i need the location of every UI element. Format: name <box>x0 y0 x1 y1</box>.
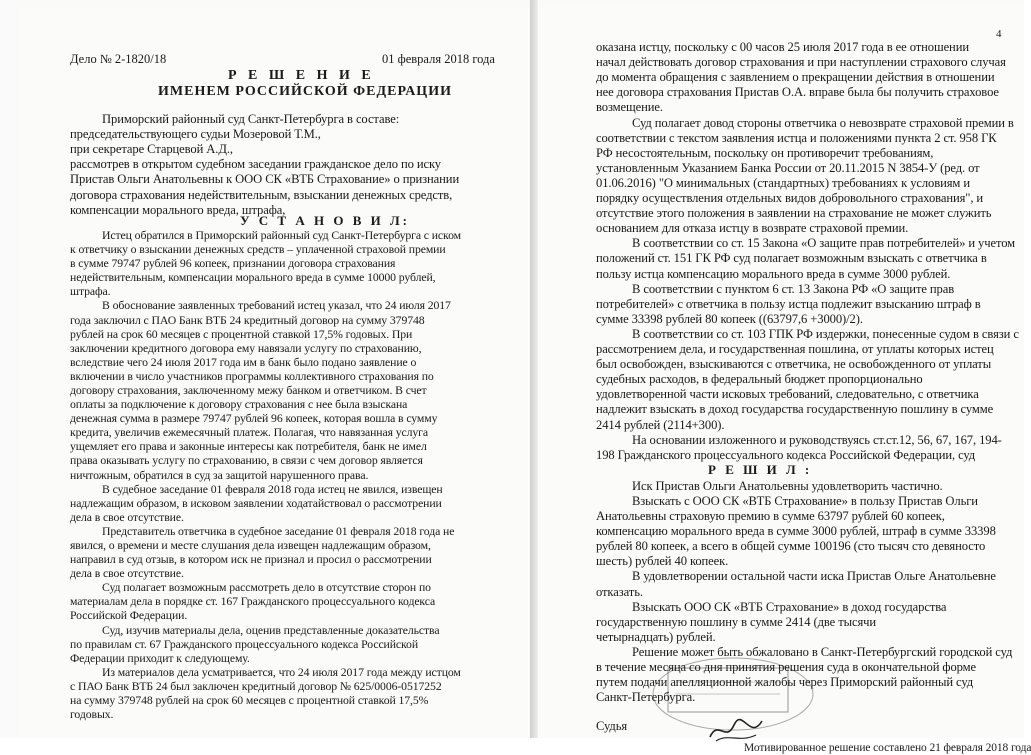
left-text-line: при секретаре Старцевой А.Д., <box>70 142 233 157</box>
right-text-line: В соответствии со ст. 103 ГПК РФ издержки, понесенные судом в связи с <box>632 326 1019 341</box>
left-text-line: ничтожным, обратился в суд за защитой нарушенного права. <box>70 468 369 482</box>
left-text-line: штрафа. <box>70 285 111 299</box>
page-gutter <box>530 0 538 738</box>
left-text-line: дела в свое отсутствие. <box>70 510 184 524</box>
right-text-line: оказана истцу, поскольку с 00 часов 25 июля 2017 года в ее отношении <box>596 40 969 54</box>
left-text-line: кредита, увеличив ежемесячный платеж. Полагая, что навязанная услуга <box>70 426 429 440</box>
left-text-line: направил в суд отзыв, в котором иск не признал и просил о рассмотрении <box>70 553 432 566</box>
document-title: Р Е Ш Е Н И Е <box>228 68 375 83</box>
left-text-line: Суд полагает возможным рассмотреть дело в отсутствие сторон по <box>102 581 431 595</box>
left-text-line: в сумме 79747 рублей 96 копеек, признании договора страхования <box>70 257 396 271</box>
right-text-line: Взыскать с ООО СК «ВТБ Страхование» в пользу Пристав Ольги <box>632 493 978 508</box>
right-text-line: порядку осуществления отдельных видов добровольного страхования", и <box>596 191 984 205</box>
left-text-line: Российской Федерации. <box>70 609 188 623</box>
left-text-line: компенсации морального вреда, штрафа, <box>70 202 286 217</box>
left-text-line: с ПАО Банк ВТБ 24 был заключен кредитный договор № 625/0006-0517252 <box>70 679 442 693</box>
judge-label: Судья <box>596 719 628 734</box>
left-text-line: недействительным, компенсации морального вреда в сумме 10000 рублей, <box>70 271 436 285</box>
right-text-line: в течение месяца со дня принятия решения суда в окончательной форме <box>596 660 977 674</box>
right-text-line: 2414 рублей (2114+300). <box>596 417 725 432</box>
document-subtitle: ИМЕНЕМ РОССИЙСКОЙ ФЕДЕРАЦИИ <box>158 84 452 99</box>
right-text-line: 01.06.2016) "О минимальных (стандартных) требованиях к условиям и <box>596 175 970 190</box>
left-text-line: договора страхования недействительным, взыскании денежных средств, <box>70 187 453 202</box>
left-text-line: Из материалов дела усматривается, что 24 июля 2017 года между истцом <box>102 665 461 679</box>
right-text-line: Санкт-Петербурга. <box>596 690 696 705</box>
left-text-line: вследствие чего 24 июля 2017 года им в банк было подано заявление о <box>70 355 417 369</box>
right-text-line: удовлетворенной части исковых требований, следовательно, с ответчика <box>596 387 979 402</box>
left-text-line: заключении кредитного договора ему навязали услугу по страхованию, <box>70 341 422 355</box>
left-text-line: Представитель ответчика в судебное заседание 01 февраля 2018 года не <box>102 524 455 538</box>
right-text-line: На основании изложенного и руководствуясь ст.ст.12, 56, 67, 167, 194- <box>632 432 1002 447</box>
decision-date: 01 февраля 2018 года <box>382 52 495 66</box>
left-text-line: Федерации приходит к следующему. <box>70 651 250 665</box>
left-text-line: надлежащим образом, в исковом заявлении ходатайствовал о рассмотрении <box>70 496 442 510</box>
right-text-line: был освобожден, взыскиваются с ответчика, не освобожденного от уплаты <box>596 357 992 372</box>
right-text-line: установленным Указанием Банка России от 20.11.2015 N 3854-У (ред. от <box>596 160 980 175</box>
right-text-line: начал действовать договор страхования и при наступлении страхового случая <box>596 55 1006 70</box>
right-text-line: Решение может быть обжаловано в Санкт-Петербургский городской суд <box>632 644 1013 659</box>
left-text-line: явился, о времени и месте слушания дела извещен надлежащим образом, <box>70 538 431 552</box>
right-text-line: 198 Гражданского процессуального кодекса Российской Федерации, суд <box>596 447 976 462</box>
left-text-line: Истец обратился в Приморский районный суд Санкт-Петербурга с иском <box>102 229 461 242</box>
right-text-line: до момента обращения с заявлением о прекращении действия в отношении <box>596 70 995 85</box>
left-text-line: года заключил с ПАО Банк ВТБ 24 кредитный договор на сумму 379748 <box>70 313 425 327</box>
page-number: 4 <box>996 28 1002 40</box>
right-text-line: потребителей» с ответчика в пользу истца подлежит взысканию штраф в <box>596 296 981 311</box>
right-text-line: В соответствии с пунктом 6 ст. 13 Закона РФ «О защите прав <box>632 281 955 296</box>
left-text-line: годовых. <box>70 708 114 721</box>
established-heading: У С Т А Н О В И Л: <box>240 213 411 228</box>
right-text-line: рублей 80 копеек, а всего в общей сумме 100196 (сто тысяч сто девяносто <box>596 539 986 554</box>
left-text-line: к ответчику о взыскании денежных средств – уплаченной страховой премии <box>70 243 446 257</box>
right-text-line: отсутствие этого положения в заявлении на страхование не может служить <box>596 206 992 221</box>
right-text-line: нее договора страхования Пристав О.А. вправе была бы получить страховое <box>596 85 999 100</box>
left-text-line: права оказывать услугу по страхованию, в связи с чем договор является <box>70 454 423 468</box>
right-text-line: четырнадцать) рублей. <box>596 629 716 644</box>
right-text-line: надлежит взыскать в доход государства государственную пошлину в сумме <box>596 402 994 417</box>
left-text-line: председательствующего судьи Мозеровой Т.М., <box>70 127 321 142</box>
right-text-line: В удовлетворении остальной части иска Пристав Ольге Анатольевне <box>632 569 996 584</box>
left-text-line: рублей на срок 60 месяцев с процентной ставкой 17,5% годовых. При <box>70 327 413 341</box>
right-text-line: рассмотрением дела, и государственная пошлина, от уплаты которых истец <box>596 342 994 356</box>
left-text-line: рассмотрев в открытом судебном заседании гражданское дело по иску <box>70 157 441 172</box>
right-text-line: отказать. <box>596 584 643 599</box>
right-text-line: основанием для отказа истцу в возврате страховой премии. <box>596 221 909 236</box>
left-text-line: дела в свое отсутствие. <box>70 567 184 581</box>
right-text-line: сумме 33398 рублей 80 копеек ((63797,6 +3000)/2). <box>596 311 863 326</box>
left-text-line: включении в число участников программы коллективного страхования по <box>70 369 434 383</box>
right-text-line: пользу истца компенсацию морального вреда в сумме 3000 рублей. <box>596 266 951 281</box>
left-text-line: оплаты за подключение к договору страхования с нее была взыскана <box>70 398 408 412</box>
case-number: Дело № 2-1820/18 <box>70 52 167 66</box>
left-text-line: Пристав Ольги Анатольевны к ООО СК «ВТБ Страхование» о признании <box>70 172 460 187</box>
left-text-line: Суд, изучив материалы дела, оценив представленные доказательства <box>102 623 440 637</box>
decided-heading: Р Е Ш И Л : <box>708 461 813 477</box>
right-text-line: судебных расходов, в федеральный бюджет пропорционально <box>596 372 923 387</box>
right-text-line: Анатольевны страховую премию в сумме 63797 рублей 60 копеек, <box>596 509 945 523</box>
right-text-line: РФ несостоятельным, поскольку он противоречит требованиям, <box>596 145 934 160</box>
right-text-line: государственную пошлину в сумме 2414 (две тысячи <box>596 614 877 629</box>
right-text-line: Иск Пристав Ольги Анатольевны удовлетворить частично. <box>632 478 943 493</box>
left-text-line: ущемляет его права и законные интересы как потребителя, банк не имел <box>70 440 427 454</box>
right-text-line: положений ст. 151 ГК РФ суд полагает возможным взыскать с ответчика в <box>596 251 987 266</box>
right-text-line: путем подачи апелляционной жалобы через Приморский районный суд <box>596 675 974 690</box>
right-text-line: Суд полагает довод стороны ответчика о невозврате страховой премии в <box>632 115 1014 130</box>
right-text-line: компенсацию морального вреда в сумме 3000 рублей, штраф в сумме 33398 <box>596 524 996 539</box>
left-text-line: денежная сумма в размере 79747 рублей 96 копеек, которая вошла в сумму <box>70 412 438 426</box>
left-text-line: на сумму 379748 рублей на срок 60 месяцев с процентной ставкой 17,5% <box>70 693 429 707</box>
right-text-line: возмещение. <box>596 100 663 115</box>
left-text-line: В судебное заседание 01 февраля 2018 года истец не явился, извещен <box>102 482 443 496</box>
right-text-line: В соответствии со ст. 15 Закона «О защите прав потребителей» и учетом <box>632 236 1016 251</box>
right-page <box>538 6 1031 755</box>
right-text-line: шесть) рублей 40 копеек. <box>596 554 729 569</box>
left-text-line: Приморский районный суд Санкт-Петербурга в составе: <box>102 112 400 126</box>
left-text-line: материалам дела в порядке ст. 167 Гражданского процессуального кодекса <box>70 595 436 609</box>
right-text-line: соответствии с текстом заявления истца и положениями пункта 2 ст. 958 ГК <box>596 130 997 145</box>
left-page <box>18 8 530 738</box>
reasoned-decision-note: Мотивированное решение составлено 21 февраля 2018 года <box>744 742 1031 755</box>
left-text-line: договору страхования, заключенному межу банком и ответчиком. В счет <box>70 384 427 397</box>
left-text-line: по правилам ст. 67 Гражданского процессуального кодекса Российской <box>70 637 419 651</box>
left-text-line: В обоснование заявленных требований истец указал, что 24 июля 2017 <box>102 299 451 313</box>
right-text-line: Взыскать ООО СК «ВТБ Страхование» в доход государства <box>632 599 947 614</box>
